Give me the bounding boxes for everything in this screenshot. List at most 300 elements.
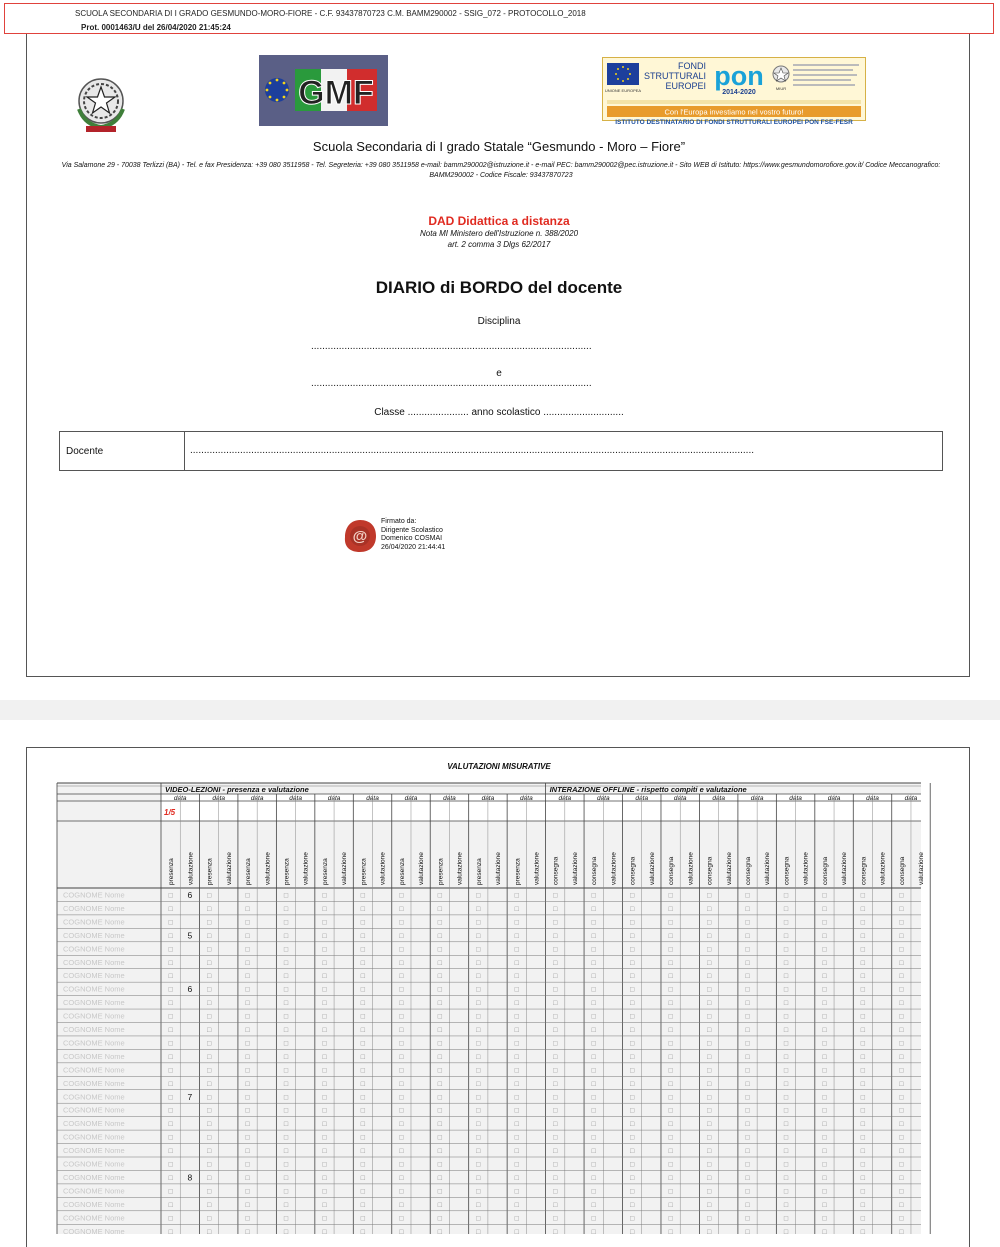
checkbox-icon: □ — [206, 959, 212, 967]
gmf-school-logo — [259, 55, 388, 126]
checkbox-icon: □ — [283, 1228, 289, 1234]
checkbox-icon: □ — [437, 1201, 442, 1209]
checkbox-icon: □ — [706, 1080, 712, 1088]
checkbox-icon: □ — [399, 1228, 404, 1234]
checkbox-icon: □ — [245, 919, 250, 927]
checkbox-icon: □ — [245, 1027, 250, 1034]
checkbox-icon: □ — [822, 932, 827, 940]
checkbox-icon: □ — [783, 1107, 789, 1115]
checkbox-icon: □ — [822, 919, 827, 927]
student-name-placeholder: COGNOME Nome — [63, 1105, 125, 1115]
checkbox-icon: □ — [783, 1040, 789, 1048]
date-header: data — [904, 795, 918, 802]
disciplina-fill-line-2: ..................................................................................................... — [311, 378, 592, 389]
checkbox-icon: □ — [553, 1188, 558, 1196]
checkbox-icon: □ — [899, 1067, 904, 1075]
checkbox-icon: □ — [783, 1053, 789, 1061]
checkbox-icon: □ — [706, 1174, 712, 1182]
note-line-1: Nota MI Ministero dell'Istruzione n. 388/2020 — [419, 229, 579, 238]
checkbox-icon: □ — [553, 919, 558, 927]
checkbox-icon: □ — [630, 1013, 635, 1021]
checkbox-icon: □ — [437, 1107, 442, 1115]
checkbox-icon: □ — [783, 919, 789, 927]
checkbox-icon: □ — [206, 932, 212, 940]
checkbox-icon: □ — [745, 959, 750, 967]
date-header: data — [289, 795, 302, 802]
checkbox-icon: □ — [476, 1027, 481, 1034]
checkbox-icon: □ — [630, 1094, 635, 1102]
checkbox-icon: □ — [476, 1121, 481, 1129]
checkbox-icon: □ — [168, 1080, 173, 1088]
checkbox-icon: □ — [360, 1040, 366, 1048]
checkbox-icon: □ — [399, 1134, 404, 1142]
checkbox-icon: □ — [630, 946, 635, 954]
date-header: data — [173, 795, 187, 802]
checkbox-icon: □ — [206, 892, 212, 900]
checkbox-icon: □ — [822, 1174, 827, 1182]
checkbox-icon: □ — [245, 1080, 250, 1088]
signature-line-2: Dirigente Scolastico — [381, 526, 443, 534]
signature-line-1: Firmato da: — [381, 518, 417, 525]
disciplina-fill-line-1: ..................................................................................................... — [311, 341, 592, 352]
checkbox-icon: □ — [399, 932, 404, 940]
checkbox-icon: □ — [860, 1053, 866, 1061]
checkbox-icon: □ — [553, 905, 558, 913]
checkbox-icon: □ — [783, 1067, 789, 1075]
checkbox-icon: □ — [476, 1134, 481, 1142]
checkbox-icon: □ — [553, 986, 558, 994]
checkbox-icon: □ — [245, 1040, 250, 1048]
italian-republic-emblem-icon — [71, 73, 131, 135]
checkbox-icon: □ — [745, 1053, 750, 1061]
checkbox-icon: □ — [437, 946, 442, 954]
checkbox-icon: □ — [476, 919, 481, 927]
checkbox-icon: □ — [822, 1094, 827, 1102]
checkbox-icon: □ — [706, 1215, 712, 1223]
checkbox-icon: □ — [168, 1188, 173, 1196]
note-line-2: art. 2 comma 3 Dlgs 62/2017 — [447, 240, 551, 249]
checkbox-icon: □ — [514, 1013, 519, 1021]
pon-banner-slogan: Con l'Europa investiamo nel vostro futuro! — [664, 107, 804, 117]
date-header: data — [635, 795, 649, 802]
checkbox-icon: □ — [514, 1201, 519, 1209]
checkbox-icon: □ — [822, 1228, 827, 1234]
student-name-placeholder: COGNOME Nome — [63, 984, 125, 994]
checkbox-icon: □ — [745, 1201, 750, 1209]
checkbox-icon: □ — [283, 959, 289, 967]
checkbox-icon: □ — [860, 905, 866, 913]
checkbox-icon: □ — [476, 1013, 481, 1021]
checkbox-icon: □ — [822, 1067, 827, 1075]
checkbox-icon: □ — [630, 1174, 635, 1182]
checkbox-icon: □ — [283, 1000, 289, 1008]
checkbox-icon: □ — [476, 959, 481, 967]
checkbox-icon: □ — [668, 1174, 673, 1182]
checkbox-icon: □ — [860, 946, 866, 954]
checkbox-icon: □ — [437, 1215, 442, 1223]
checkbox-icon: □ — [706, 892, 712, 900]
checkbox-icon: □ — [283, 1027, 289, 1034]
checkbox-icon: □ — [783, 892, 789, 900]
checkbox-icon: □ — [745, 946, 750, 954]
checkbox-icon: □ — [553, 1215, 558, 1223]
eu-label: UNIONE EUROPEA — [604, 88, 642, 93]
student-name-placeholder: COGNOME Nome — [63, 1038, 125, 1048]
checkbox-icon: □ — [399, 892, 404, 900]
checkbox-icon: □ — [514, 1134, 519, 1142]
checkbox-icon: □ — [745, 1067, 750, 1075]
checkbox-icon: □ — [860, 986, 866, 994]
checkbox-icon: □ — [283, 946, 289, 954]
checkbox-icon: □ — [437, 919, 442, 927]
school-address: Via Salamone 29 - 70038 Terlizzi (BA) - Tel. e fax Presidenza: +39 080 3511958 - Tel. Segreteria: +39 080 3511958 e-mail: bamm290002@istruzione.it - e-mail PEC: bamm290002@pec.istruzione.it - Sito WEB di Istituto: https://www.gesmundomorofiore.gov.it/ Codice Meccanografico: BAMM290002 - Codice Fiscale: 93437870723 — [61, 162, 941, 179]
column-header: presenza — [475, 858, 483, 885]
checkbox-icon: □ — [514, 1000, 519, 1008]
column-header: valutazione — [456, 852, 464, 885]
checkbox-icon: □ — [745, 973, 750, 981]
protocol-number: Prot. 0001463/U del 26/04/2020 21:45:24 — [81, 23, 231, 32]
checkbox-icon: □ — [206, 1148, 212, 1156]
checkbox-icon: □ — [514, 905, 519, 913]
checkbox-icon: □ — [822, 1215, 827, 1223]
checkbox-icon: □ — [860, 1013, 866, 1021]
checkbox-icon: □ — [206, 1201, 212, 1209]
checkbox-icon: □ — [283, 905, 289, 913]
date-header: data — [712, 795, 725, 802]
checkbox-icon: □ — [437, 1161, 442, 1169]
column-header: valutazione — [571, 852, 579, 885]
checkbox-icon: □ — [360, 1053, 366, 1061]
checkbox-icon: □ — [168, 1215, 173, 1223]
checkbox-icon: □ — [283, 919, 289, 927]
checkbox-icon: □ — [783, 1000, 789, 1008]
ministry-label: MIUR — [775, 86, 787, 91]
checkbox-icon: □ — [706, 932, 712, 940]
checkbox-icon: □ — [399, 986, 404, 994]
checkbox-icon: □ — [706, 986, 712, 994]
checkbox-icon: □ — [283, 1040, 289, 1048]
checkbox-icon: □ — [399, 919, 404, 927]
checkbox-icon: □ — [514, 1161, 519, 1169]
checkbox-icon: □ — [399, 905, 404, 913]
checkbox-icon: □ — [860, 1121, 866, 1129]
date-header: data — [212, 795, 226, 802]
checkbox-icon: □ — [322, 1134, 327, 1142]
checkbox-icon: □ — [899, 1121, 904, 1129]
checkbox-icon: □ — [168, 973, 173, 981]
checkbox-icon: □ — [437, 1013, 442, 1021]
checkbox-icon: □ — [168, 1148, 173, 1156]
checkbox-icon: □ — [514, 986, 519, 994]
student-name-placeholder: COGNOME Nome — [63, 903, 125, 913]
checkbox-icon: □ — [860, 1067, 866, 1075]
checkbox-icon: □ — [245, 892, 250, 900]
checkbox-icon: □ — [860, 973, 866, 981]
checkbox-icon: □ — [360, 1188, 366, 1196]
column-header: presenza — [206, 858, 214, 885]
checkbox-icon: □ — [283, 892, 289, 900]
checkbox-icon: □ — [360, 892, 366, 900]
checkbox-icon: □ — [745, 1094, 750, 1102]
checkbox-icon: □ — [514, 1215, 519, 1223]
checkbox-icon: □ — [783, 1201, 789, 1209]
checkbox-icon: □ — [783, 1228, 789, 1234]
checkbox-icon: □ — [822, 1148, 827, 1156]
date-header: data — [596, 795, 610, 802]
checkbox-icon: □ — [630, 1148, 635, 1156]
checkbox-icon: □ — [360, 1201, 366, 1209]
checkbox-icon: □ — [668, 1148, 673, 1156]
checkbox-icon: □ — [476, 1040, 481, 1048]
checkbox-icon: □ — [322, 1094, 327, 1102]
checkbox-icon: □ — [591, 1027, 596, 1034]
checkbox-icon: □ — [591, 905, 596, 913]
checkbox-icon: □ — [283, 1053, 289, 1061]
protocol-school-line: SCUOLA SECONDARIA DI I GRADO GESMUNDO-MORO-FIORE - C.F. 93437870723 C.M. BAMM290002 - SSIG_072 - PROTOCOLLO_2018 — [75, 9, 586, 18]
column-header: presenza — [514, 858, 522, 885]
checkbox-icon: □ — [437, 905, 442, 913]
checkbox-icon: □ — [630, 919, 635, 927]
checkbox-icon: □ — [783, 905, 789, 913]
checkbox-icon: □ — [322, 1148, 327, 1156]
signature-line-3: Domenico COSMAI — [381, 535, 443, 542]
checkbox-icon: □ — [783, 1121, 789, 1129]
school-title: Scuola Secondaria di I grado Statale “Gesmundo - Moro – Fiore” — [312, 139, 686, 154]
checkbox-icon: □ — [591, 1013, 596, 1021]
checkbox-icon: □ — [630, 1067, 635, 1075]
checkbox-icon: □ — [399, 1121, 404, 1129]
checkbox-icon: □ — [437, 1053, 442, 1061]
checkbox-icon: □ — [514, 1067, 519, 1075]
checkbox-icon: □ — [206, 1188, 212, 1196]
checkbox-icon: □ — [168, 946, 173, 954]
checkbox-icon: □ — [745, 1027, 750, 1034]
checkbox-icon: □ — [360, 1027, 366, 1034]
checkbox-icon: □ — [437, 986, 442, 994]
column-header: valutazione — [841, 852, 849, 885]
checkbox-icon: □ — [630, 1080, 635, 1088]
checkbox-icon: □ — [591, 959, 596, 967]
checkbox-icon: □ — [322, 1188, 327, 1196]
checkbox-icon: □ — [899, 905, 904, 913]
checkbox-icon: □ — [822, 986, 827, 994]
date-header: data — [366, 795, 379, 802]
checkbox-icon: □ — [206, 1228, 212, 1234]
checkbox-icon: □ — [783, 959, 789, 967]
checkbox-icon: □ — [245, 932, 250, 940]
checkbox-icon: □ — [168, 892, 173, 900]
checkbox-icon: □ — [245, 973, 250, 981]
checkbox-icon: □ — [360, 946, 366, 954]
student-name-placeholder: COGNOME Nome — [63, 1172, 125, 1182]
checkbox-icon: □ — [206, 986, 212, 994]
checkbox-icon: □ — [168, 1013, 173, 1021]
checkbox-icon: □ — [553, 1080, 558, 1088]
docente-label: Docente — [66, 446, 104, 457]
checkbox-icon: □ — [322, 1067, 327, 1075]
checkbox-icon: □ — [668, 1215, 673, 1223]
checkbox-icon: □ — [245, 1228, 250, 1234]
checkbox-icon: □ — [399, 973, 404, 981]
checkbox-icon: □ — [476, 1174, 481, 1182]
checkbox-icon: □ — [514, 1148, 519, 1156]
checkbox-icon: □ — [245, 1174, 250, 1182]
checkbox-icon: □ — [822, 1040, 827, 1048]
checkbox-icon: □ — [745, 1174, 750, 1182]
checkbox-icon: □ — [206, 1067, 212, 1075]
checkbox-icon: □ — [168, 1107, 173, 1115]
checkbox-icon: □ — [245, 1013, 250, 1021]
student-name-placeholder: COGNOME Nome — [63, 944, 125, 954]
date-header: data — [327, 795, 341, 802]
checkbox-icon: □ — [668, 919, 673, 927]
checkbox-icon: □ — [283, 986, 289, 994]
column-header: presenza — [321, 858, 329, 885]
checkbox-icon: □ — [745, 1134, 750, 1142]
checkbox-icon: □ — [860, 1134, 866, 1142]
checkbox-icon: □ — [668, 1107, 673, 1115]
checkbox-icon: □ — [630, 973, 635, 981]
student-name-placeholder: COGNOME Nome — [63, 890, 125, 900]
column-header: consegna — [821, 856, 829, 885]
checkbox-icon: □ — [206, 1013, 212, 1021]
checkbox-icon: □ — [591, 1188, 596, 1196]
checkbox-icon: □ — [706, 905, 712, 913]
checkbox-icon: □ — [745, 1121, 750, 1129]
checkbox-icon: □ — [591, 1040, 596, 1048]
checkbox-icon: □ — [168, 932, 173, 940]
checkbox-icon: □ — [168, 1161, 173, 1169]
fraction-row-band — [161, 801, 921, 821]
checkbox-icon: □ — [245, 1000, 250, 1008]
checkbox-icon: □ — [283, 932, 289, 940]
checkbox-icon: □ — [860, 919, 866, 927]
pon-fondi-line2: STRUTTURALI — [643, 71, 706, 81]
checkbox-icon: □ — [514, 1188, 519, 1196]
document-page-2 — [26, 747, 970, 1247]
checkbox-icon: □ — [783, 1188, 789, 1196]
checkbox-icon: □ — [630, 986, 635, 994]
checkbox-icon: □ — [206, 1107, 212, 1115]
checkbox-icon: □ — [360, 1134, 366, 1142]
grade-value: 6 — [187, 984, 193, 995]
grade-value: 6 — [187, 890, 193, 900]
checkbox-icon: □ — [822, 1201, 827, 1209]
checkbox-icon: □ — [360, 1215, 366, 1223]
checkbox-icon: □ — [899, 1148, 904, 1156]
checkbox-icon: □ — [399, 1080, 404, 1088]
checkbox-icon: □ — [706, 1161, 712, 1169]
checkbox-icon: □ — [822, 1161, 827, 1169]
checkbox-icon: □ — [476, 1067, 481, 1075]
checkbox-icon: □ — [899, 1080, 904, 1088]
checkbox-icon: □ — [860, 1107, 866, 1115]
column-header: valutazione — [379, 852, 387, 885]
checkbox-icon: □ — [399, 1067, 404, 1075]
checkbox-icon: □ — [899, 1013, 904, 1021]
checkbox-icon: □ — [168, 1121, 173, 1129]
checkbox-icon: □ — [668, 1013, 673, 1021]
classe-anno-line: Classe ...................... anno scolastico ............................. — [374, 407, 624, 418]
student-name-placeholder: COGNOME Nome — [63, 1186, 125, 1196]
checkbox-icon: □ — [283, 1201, 289, 1209]
checkbox-icon: □ — [360, 919, 366, 927]
checkbox-icon: □ — [706, 1107, 712, 1115]
checkbox-icon: □ — [668, 1027, 673, 1034]
checkbox-icon: □ — [322, 1201, 327, 1209]
checkbox-icon: □ — [322, 919, 327, 927]
checkbox-icon: □ — [437, 1148, 442, 1156]
checkbox-icon: □ — [553, 1148, 558, 1156]
checkbox-icon: □ — [360, 1000, 366, 1008]
checkbox-icon: □ — [745, 1107, 750, 1115]
checkbox-icon: □ — [437, 1094, 442, 1102]
checkbox-icon: □ — [437, 1174, 442, 1182]
checkbox-icon: □ — [476, 1000, 481, 1008]
column-header: presenza — [283, 858, 291, 885]
column-header: presenza — [245, 858, 253, 885]
checkbox-icon: □ — [668, 1067, 673, 1075]
checkbox-icon: □ — [822, 946, 827, 954]
checkbox-icon: □ — [514, 1053, 519, 1061]
checkbox-icon: □ — [437, 932, 442, 940]
checkbox-icon: □ — [553, 1201, 558, 1209]
checkbox-icon: □ — [206, 1080, 212, 1088]
page-gap — [0, 700, 1000, 720]
date-header: data — [481, 795, 495, 802]
checkbox-icon: □ — [630, 1040, 635, 1048]
column-header: consegna — [898, 856, 906, 885]
checkbox-icon: □ — [168, 1134, 173, 1142]
checkbox-icon: □ — [476, 973, 481, 981]
checkbox-icon: □ — [706, 1053, 712, 1061]
column-header: valutazione — [802, 852, 810, 885]
checkbox-icon: □ — [514, 1027, 519, 1034]
checkbox-icon: □ — [553, 1161, 558, 1169]
checkbox-icon: □ — [399, 1094, 404, 1102]
student-name-placeholder: COGNOME Nome — [63, 930, 125, 940]
checkbox-icon: □ — [783, 1094, 789, 1102]
checkbox-icon: □ — [206, 1121, 212, 1129]
checkbox-icon: □ — [591, 932, 596, 940]
protocol-stamp — [4, 3, 994, 34]
student-name-placeholder: COGNOME Nome — [63, 1065, 125, 1075]
checkbox-icon: □ — [591, 919, 596, 927]
checkbox-icon: □ — [822, 1053, 827, 1061]
date-header: data — [404, 795, 418, 802]
checkbox-icon: □ — [399, 1013, 404, 1021]
checkbox-icon: □ — [668, 905, 673, 913]
checkbox-icon: □ — [591, 1201, 596, 1209]
checkbox-icon: □ — [591, 1094, 596, 1102]
checkbox-icon: □ — [399, 1188, 404, 1196]
checkbox-icon: □ — [283, 1013, 289, 1021]
date-header: data — [250, 795, 264, 802]
checkbox-icon: □ — [476, 1228, 481, 1234]
checkbox-icon: □ — [206, 1027, 212, 1034]
checkbox-icon: □ — [476, 892, 481, 900]
checkbox-icon: □ — [399, 1148, 404, 1156]
checkbox-icon: □ — [553, 1067, 558, 1075]
column-header: consegna — [706, 856, 714, 885]
checkbox-icon: □ — [360, 1080, 366, 1088]
checkbox-icon: □ — [553, 1134, 558, 1142]
ministry-note — [27, 228, 971, 250]
checkbox-icon: □ — [514, 932, 519, 940]
checkbox-icon: □ — [745, 1148, 750, 1156]
checkbox-icon: □ — [783, 1027, 789, 1034]
checkbox-icon: □ — [630, 959, 635, 967]
